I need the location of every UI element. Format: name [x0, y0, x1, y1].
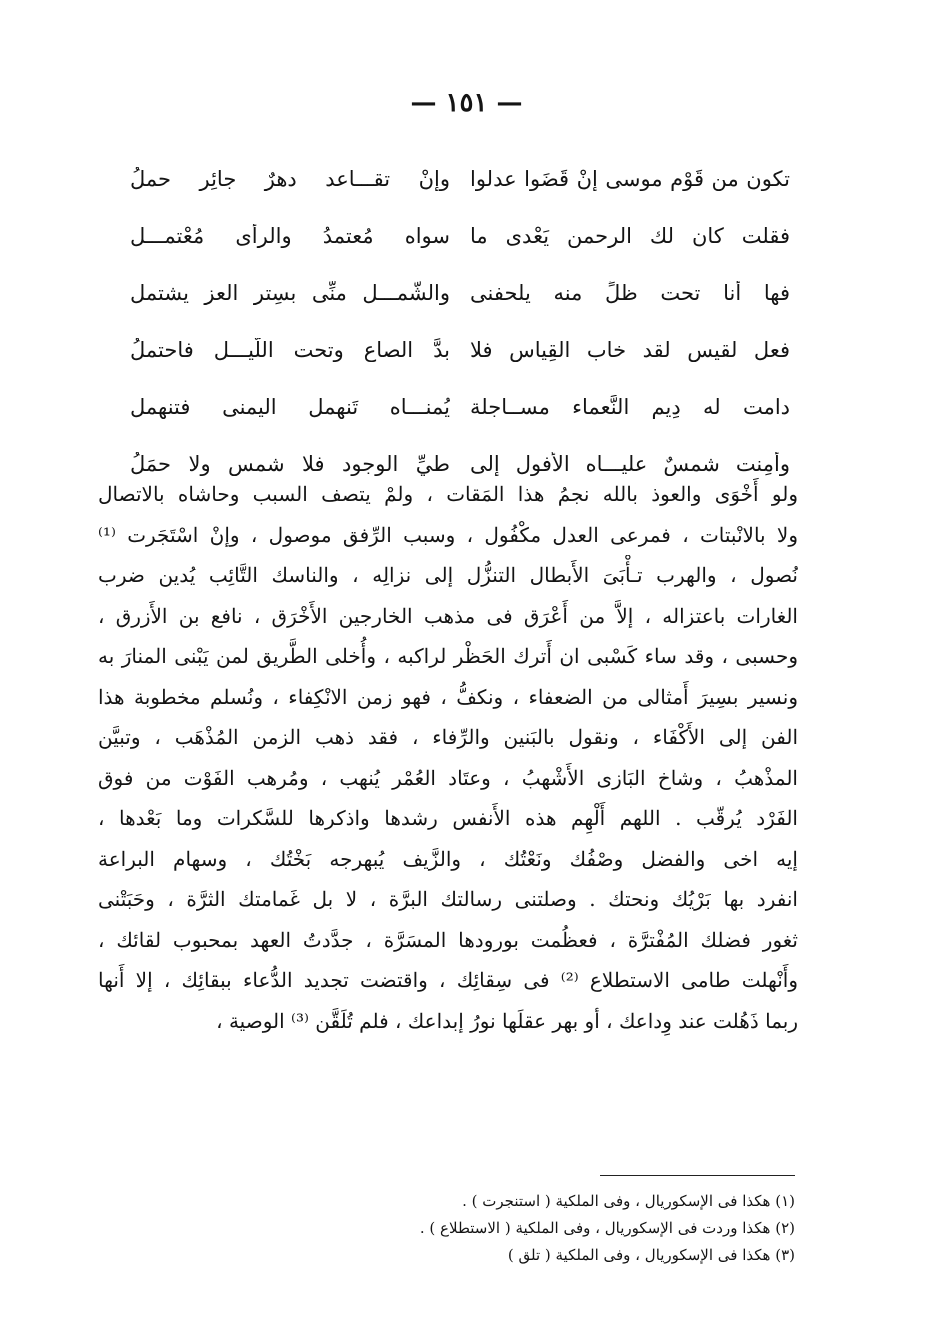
prose-text	[98, 474, 798, 1041]
verse-second-hemistich: طيِّ الوجود فلا شمس ولا حمَلُ	[130, 451, 450, 476]
prose-line: الفَرْد يُرقّب . اللهم أَلْهِم هذه الأَنفس رشدها واذكرها للسَّكرات وما بَعْدها ،	[98, 806, 798, 830]
verse-row	[130, 321, 790, 378]
poem-verses	[130, 150, 790, 492]
prose-line: ولو أَخْوَى والعوذ بالله نجمُ هذا المَقات ، ولمْ يتصف السبب وحاشاه بالاتصال	[98, 482, 798, 506]
verse-row	[130, 207, 790, 264]
prose-line: الغارات باعتزاله ، إلاَّ من أَعْرَق فى مذهب الخارجين الأَخْرَق ، نافع بن الأَزرق ،	[98, 603, 798, 628]
prose-line: ولا بالانْبتات ، فمرعى العدل مكْفُول ، وسبب الرِّفق موصول ، وإنْ اسْتَجَرت ⁽¹⁾	[98, 522, 798, 547]
verse-first-hemistich: تكون من قَوْم موسى إنْ قَضَوا عدلوا	[470, 166, 790, 191]
verse-row	[130, 150, 790, 207]
verse-row	[130, 378, 790, 435]
prose-line: نُصول ، والهرب تـأْبَىَ الأَبطال التنزُّل إلى نزالِه ، والناسك التَّائِب يُدين ضرب	[98, 563, 798, 587]
prose-line: انفرد بها بَرْيُك ونحتك . وصلتنى رسالتك البرَّة ، لا بل غَمامتك الثرَّة ، وحَبَتْنى	[98, 887, 798, 911]
footnotes	[260, 1188, 795, 1269]
verse-first-hemistich: فقلت كان لك الرحمن يَعْدى ما	[470, 223, 790, 248]
prose-line: إيه اخى والفضل وصْفُك ونَعْتُك ، والزَّيف يُبهرجه بَخْتُك ، وسهام البراعة	[98, 846, 798, 871]
prose-line: الفن إلى الأَكْفَاء ، ونقول بالبَنين والرِّفاء ، فقد ذهب الزمن المُذْهَب ، وتبيَّن	[98, 725, 798, 749]
prose-line: ثغور فضلك المُفْترَّة ، فعظُمت بورودها المسَرَّة ، جدَّدتُ العهد بمحبوب لقائك ،	[98, 927, 798, 952]
footnote-3: (٣) هكذا فى الإسكوريال ، وفى الملكية ( تلق )	[507, 1246, 795, 1264]
verse-first-hemistich: فها أَنا تحت ظلٍّ منه يلحفنى	[470, 280, 790, 305]
verse-second-hemistich: والشَّمـــل منِّى بسِترِ العز يشتمل	[130, 280, 450, 305]
prose-line: وحسبى ، وقد ساء كَسْبى ان أَترك الحَظْر لراكبه ، وأُخلى الطَّريق لمن يَبْنى المنارَ به	[98, 644, 798, 668]
verse-first-hemistich: دامت له دِيم النَّعماء مســاجلة	[470, 394, 790, 419]
footnote-divider	[600, 1175, 795, 1176]
verse-second-hemistich: بدَّ الصاع وتحت اللَّيـــل فاحتملُ	[130, 337, 450, 362]
verse-second-hemistich: يُمنـــاه تَنهمل اليمنى فتنهمل	[130, 394, 450, 419]
verse-row	[130, 264, 790, 321]
verse-second-hemistich: وإنْ تقـــاعد دهرٌ جائِرِ حملُ	[130, 166, 450, 191]
verse-first-hemistich: وأَمِنت شمسٌ عليـــاه الأُفول إلى	[470, 451, 790, 476]
verse-first-hemistich: فعل لقيس لقد خاب القِياس فلا	[470, 337, 790, 362]
prose-line: ونسير بسِيرَ أَمثالى من الضعفاء ، ونكفُّ ، فهو زمن الانْكِفاء ، ونُسلم مخطوبة هذا	[98, 684, 798, 709]
prose-line: ربما ذَهُلت عند وِداعك ، أو بهر عقلَها نورُ إبداعك ، فلم تُلَقَّن ⁽³⁾ الوصية ،	[216, 1008, 798, 1033]
prose-line: المذْهبُ ، وشاخ البَازى الأَشْهبُ ، وعتَاد العُمْر يُنهب ، ومُرهب الفَوْت من فوق	[98, 765, 798, 790]
footnote-2: (٢) هكذا وردت فى الإسكوريال ، وفى الملكية ( الاستطلاع ) .	[419, 1219, 795, 1237]
page-number: — ١٥١ —	[410, 88, 523, 118]
verse-second-hemistich: سواه مُعتمدُ والرأْى مُعْتمـــل	[130, 223, 450, 248]
prose-line: وأَنْهلت طامى الاستطلاع ⁽²⁾ فى سِقائِك ، واقتضت تجديد الدُّعاء ببقائِك ، إلا أَنها	[98, 968, 798, 992]
footnote-1: (١) هكذا فى الإسكوريال ، وفى الملكية ( استنجرت ) .	[462, 1192, 795, 1210]
